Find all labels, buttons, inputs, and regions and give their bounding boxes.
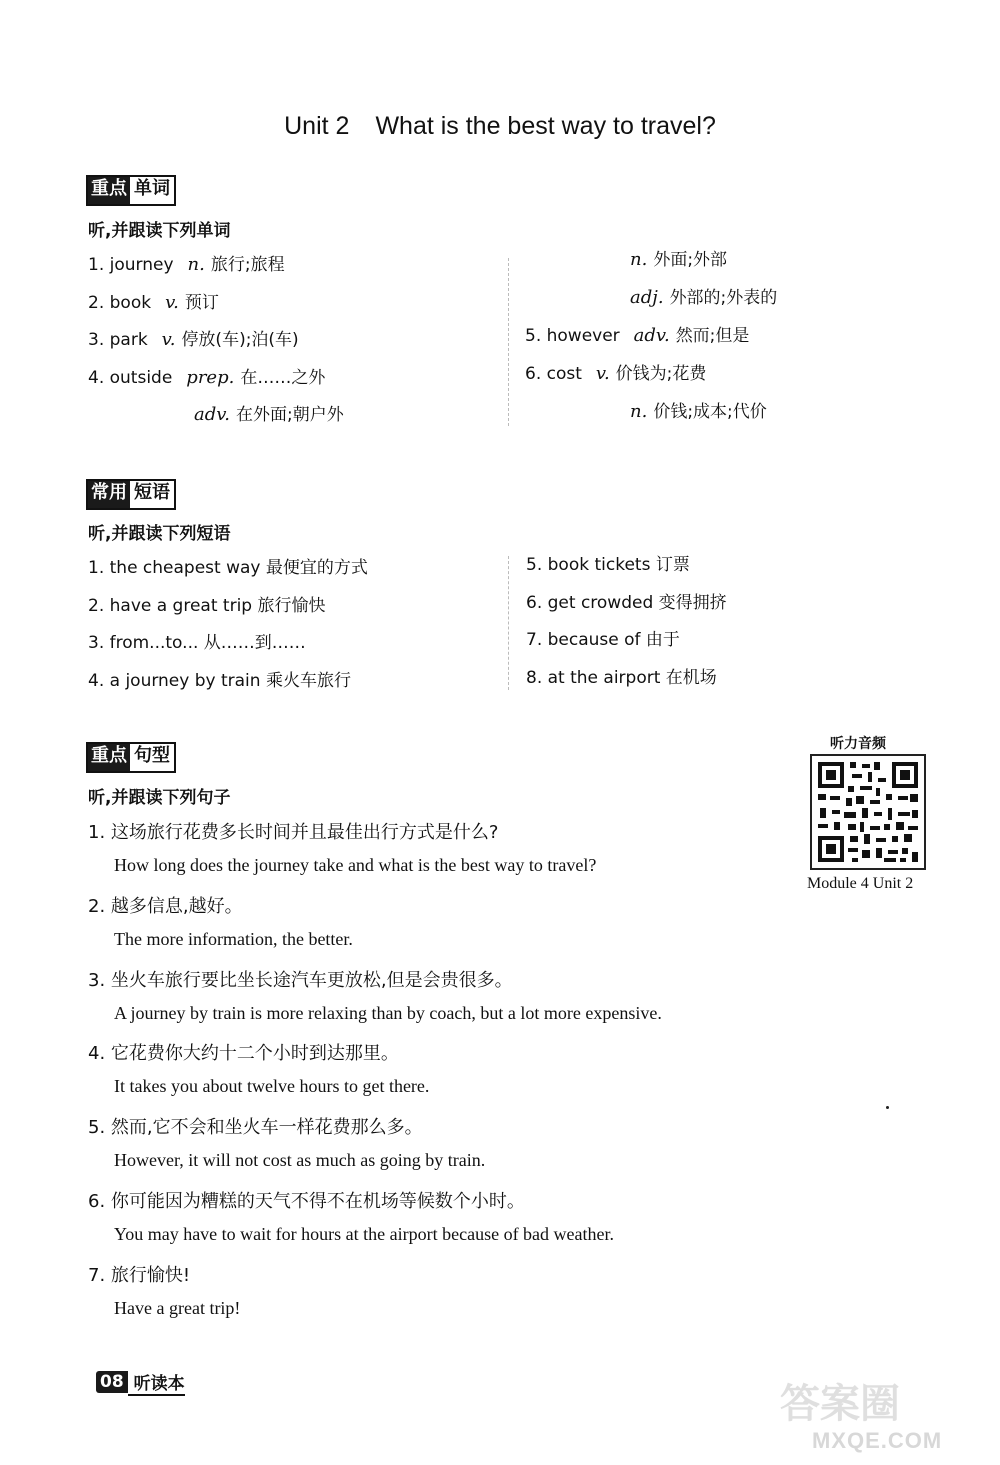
word-term: 1. journey — [88, 255, 174, 275]
words-section-badge: 重点 单词 — [86, 175, 176, 206]
stray-dot — [886, 1106, 889, 1109]
unit-label: Unit 2 — [284, 112, 350, 140]
book-label: 听读本 — [128, 1369, 185, 1396]
sentences-section-badge: 重点 句型 — [86, 742, 176, 773]
phrase-entry: 4. a journey by train 乘火车旅行 — [88, 670, 351, 691]
qr-pattern — [812, 756, 924, 868]
page-title — [0, 112, 1000, 141]
words-column-divider — [508, 258, 509, 426]
word-part-of-speech: n. — [187, 254, 205, 275]
phrase-entry: 5. book tickets 订票 — [526, 555, 690, 575]
word-part-of-speech: n. — [630, 401, 648, 422]
sentence-english: A journey by train is more relaxing than by coach, but a lot more expensive. — [114, 1002, 662, 1023]
word-entry — [630, 286, 777, 310]
word-part-of-speech: v. — [165, 291, 179, 313]
phrase-entry: 1. the cheapest way 最便宜的方式 — [88, 558, 368, 578]
sentence-english: Have a great trip! — [114, 1297, 241, 1318]
word-part-of-speech: prep. — [186, 366, 235, 388]
sentence-english: However, it will not cost as much as going by train. — [114, 1150, 486, 1171]
word-meaning: 然而;但是 — [675, 326, 750, 346]
word-meaning: 在外面;朝户外 — [236, 405, 344, 425]
word-term: 3. park — [88, 330, 148, 350]
qr-label: Module 4 Unit 2 — [807, 875, 914, 892]
word-part-of-speech: v. — [595, 363, 610, 384]
words-instruction: 听,并跟读下列单词 — [88, 221, 231, 241]
word-term: 5. however — [525, 326, 620, 346]
word-meaning: 价钱为;花费 — [615, 364, 707, 384]
word-entry — [525, 362, 706, 386]
word-part-of-speech: v. — [161, 329, 176, 350]
sentence-chinese: 5. 然而,它不会和坐火车一样花费那么多。 — [88, 1117, 423, 1139]
word-meaning: 旅行;旅程 — [210, 255, 285, 275]
sentence-english: You may have to wait for hours at the airport because of bad weather. — [114, 1224, 615, 1244]
word-entry — [194, 403, 344, 427]
phrases-column-divider — [508, 556, 509, 690]
sentence-chinese: 4. 它花费你大约十二个小时到达那里。 — [88, 1043, 399, 1065]
word-part-of-speech: adv. — [194, 404, 231, 425]
word-entry — [88, 328, 299, 352]
word-part-of-speech: adj. — [630, 287, 664, 308]
watermark-site: MXQE.COM — [812, 1428, 943, 1453]
page-number: 08 — [96, 1371, 128, 1393]
word-meaning: 预订 — [184, 292, 219, 313]
word-term: 6. cost — [525, 364, 582, 384]
sentences-instruction: 听,并跟读下列句子 — [88, 788, 231, 808]
word-entry — [88, 291, 219, 315]
phrase-entry: 7. because of 由于 — [526, 630, 680, 650]
sentence-english: The more information, the better. — [114, 928, 353, 949]
phrase-entry: 8. at the airport 在机场 — [526, 667, 717, 688]
sentence-english: It takes you about twelve hours to get there. — [114, 1076, 430, 1097]
word-entry — [630, 248, 727, 272]
word-entry — [88, 253, 285, 277]
phrase-entry: 2. have a great trip 旅行愉快 — [88, 595, 326, 616]
watermark-logo: 答案圈 — [780, 1381, 900, 1427]
word-part-of-speech: adv. — [633, 325, 670, 346]
qr-code-icon[interactable] — [810, 754, 926, 870]
word-term: 4. outside — [88, 367, 173, 388]
word-meaning: 外部的;外表的 — [669, 288, 778, 308]
word-meaning: 在……之外 — [240, 367, 326, 388]
unit-question: What is the best way to travel? — [375, 112, 716, 140]
word-entry — [630, 400, 767, 424]
word-part-of-speech: n. — [630, 249, 648, 270]
sentence-chinese: 7. 旅行愉快! — [88, 1264, 191, 1286]
sentence-chinese: 2. 越多信息,越好。 — [88, 895, 243, 917]
word-entry — [88, 366, 325, 390]
page-footer — [96, 1370, 185, 1394]
word-meaning: 外面;外部 — [653, 250, 728, 270]
sentence-english: How long does the journey take and what is the best way to travel? — [114, 855, 597, 875]
sentence-chinese: 6. 你可能因为糟糕的天气不得不在机场等候数个小时。 — [88, 1191, 525, 1212]
word-term: 2. book — [88, 292, 152, 313]
phrases-instruction: 听,并跟读下列短语 — [88, 524, 231, 544]
phrase-entry: 3. from...to... 从……到…… — [88, 633, 306, 653]
word-meaning: 价钱;成本;代价 — [653, 402, 767, 422]
phrases-section-badge: 常用 短语 — [86, 479, 176, 510]
phrase-entry: 6. get crowded 变得拥挤 — [526, 592, 727, 613]
sentence-chinese: 1. 这场旅行花费多长时间并且最佳出行方式是什么? — [88, 822, 499, 843]
sentence-chinese: 3. 坐火车旅行要比坐长途汽车更放松,但是会贵很多。 — [88, 969, 513, 991]
word-entry — [525, 324, 749, 348]
word-meaning: 停放(车);泊(车) — [181, 330, 299, 350]
qr-caption: 听力音频 — [830, 736, 886, 752]
